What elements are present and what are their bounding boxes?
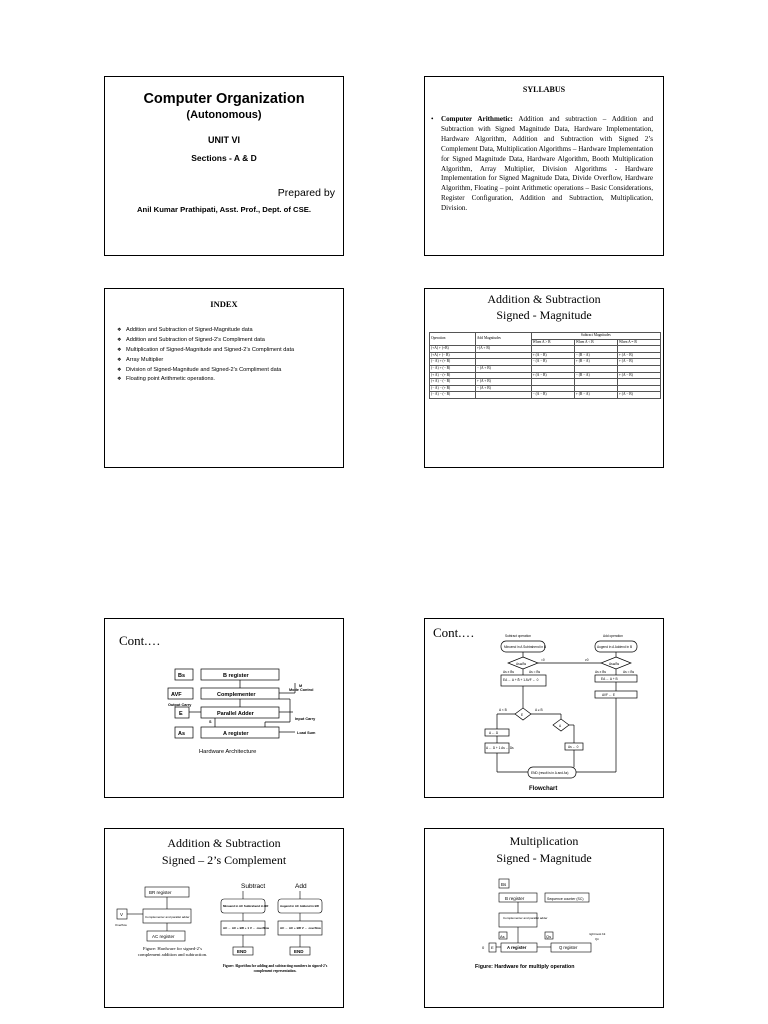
complementer-adder-label: Complementer and parallel adder: [145, 915, 190, 919]
ne-label: As ≠ Bs: [503, 670, 514, 674]
complement-step: A ← Ā: [489, 731, 499, 735]
syllabus-lead: Computer Arithmetic:: [441, 115, 513, 123]
as-label: As: [178, 731, 186, 737]
table-cell: [475, 352, 531, 359]
end-label: END (result is in A and As): [531, 771, 569, 775]
table-cell: +(A + B): [475, 346, 531, 353]
slide-title: Multiplication Signed - Magnitude: [496, 834, 592, 865]
a-register-label: A register: [507, 945, 527, 950]
index-item: ❖ Addition and Subtraction of Signed-2’s Compliment data: [117, 336, 265, 343]
table-cell: (− A) − (− B): [430, 392, 476, 399]
bs-label: Bs: [501, 882, 507, 887]
eq-label: As = Bs: [529, 670, 541, 674]
table-cell: − (B − A): [574, 372, 617, 379]
slide-title: Cont.…: [433, 625, 475, 640]
table-cell: (− A) − (+ B): [430, 385, 476, 392]
prepared-by: Prepared by: [277, 187, 335, 199]
table-row: [430, 385, 661, 392]
load-sum-label: Load Sum: [297, 731, 316, 735]
table-cell: [475, 359, 531, 366]
slide-index: [104, 288, 344, 468]
complementer-label: Complementer: [217, 692, 256, 698]
table-row: [430, 352, 661, 359]
sections-label: Sections - A & D: [191, 153, 257, 163]
b-register-label: B register: [505, 896, 525, 901]
table-cell: [574, 385, 617, 392]
xor-label: As⊕Bs: [609, 662, 620, 666]
augend-label: Augend in AC Addend in BR: [280, 904, 319, 908]
slide-syllabus: [424, 76, 664, 256]
author-line: Anil Kumar Prathipati, Asst. Prof., Dept. of CSE.: [137, 205, 311, 214]
flowchart-diagram: [425, 619, 664, 798]
augend-label: Augend in A Addend in B: [597, 645, 633, 649]
subtract-step: AC ← AC + BR + 1 V ← overflow: [223, 926, 269, 930]
v-label: V: [120, 912, 124, 917]
table-cell: [617, 385, 660, 392]
subtract-op-label: Subtract operation: [505, 634, 532, 638]
table-cell: [617, 379, 660, 386]
table-header-row: Operation Add Magnitudes Subtract Magnitudes: [430, 333, 661, 340]
hardware-diagram: [105, 619, 344, 798]
table-cell: + (B − A): [574, 392, 617, 399]
a-register-label: A register: [223, 731, 249, 737]
output-carry-label: Output Carry: [168, 703, 192, 707]
table-cell: + (A − B): [531, 372, 574, 379]
table-cell: − (A + B): [475, 385, 531, 392]
syllabus-body: Addition and subtraction – Addition and Subtraction with Signed Magnitude Data, Hardware Implementation, Hardware Algorithm, Addition and Subtraction with Signed 2’s Complement Data, Multiplication Algorithms – Hardware Implementation for Signed Magnitude Data, Hardware Algorithm, Booth Multiplication Algorithm, Array Multiplier, Division Algorithms - Hardware Implementation for Signed Magnitude Data, Divide Overflow, Hardware Algorithm, Floating – point Arithmetic operations – Basic Considerations, Register Configuration, Addition and Subtraction, Multiplication, Division.: [441, 115, 653, 213]
table-cell: (+ A) − (+ B): [430, 372, 476, 379]
parallel-adder-label: Parallel Adder: [217, 711, 254, 717]
end-label: END: [294, 949, 304, 954]
table-row: [430, 365, 661, 372]
subtract-step: EA ← A + B̄ + 1 AVF ← 0: [503, 678, 539, 682]
ac-register-label: AC register: [152, 934, 175, 939]
xor-label: As⊕Bs: [516, 662, 527, 666]
figure-caption: Figure: Hardware for multiply operation: [475, 964, 575, 970]
overflow-label: Overflow: [115, 923, 127, 927]
hardware-figure-caption: Figure: Hardware for signed-2’s complement addition and subtraction.: [137, 946, 208, 957]
table-row: [430, 379, 661, 386]
ne-label: As ≠ Bs: [595, 670, 606, 674]
table-cell: [475, 372, 531, 379]
add-step: AC ← AC + BR V ← overflow: [280, 926, 321, 930]
diamond-bullet-icon: ❖: [117, 376, 122, 383]
table-cell: [574, 379, 617, 386]
index-item: ❖ Array Multiplier: [117, 356, 164, 363]
rightmost-bit-label: rightmost bit: [589, 932, 606, 936]
e-label: E: [491, 945, 494, 950]
add-step: EA ← A + B: [601, 677, 618, 681]
course-subtitle: (Autonomous): [186, 109, 262, 121]
e-decision: E: [521, 713, 524, 717]
br-register-label: BR register: [149, 890, 172, 895]
as-zero-step: As ← 0: [568, 745, 579, 749]
table-cell: [531, 346, 574, 353]
table-cell: [574, 365, 617, 372]
table-cell: (+A) + (− B): [430, 352, 476, 359]
table-row: [430, 372, 661, 379]
table-cell: − (B − A): [574, 352, 617, 359]
table-cell: + (B − A): [574, 359, 617, 366]
diamond-bullet-icon: ❖: [117, 346, 122, 353]
avf-label: AVF: [171, 692, 182, 698]
diamond-bullet-icon: ❖: [117, 356, 122, 363]
avf-step: AVF ← E: [602, 693, 616, 697]
diamond-bullet-icon: ❖: [117, 327, 122, 333]
figure-caption: Flowchart: [529, 786, 558, 792]
increment-step: A ← Ā + 1 As ← Ās: [486, 746, 514, 750]
bullet: •: [431, 115, 434, 123]
a-decision: A: [559, 724, 562, 728]
course-title: Computer Organization: [143, 91, 305, 107]
minuend-label: Minuend in A Subtrahend in B: [504, 645, 546, 649]
s-label: S: [209, 720, 212, 724]
algorithm-figure-caption: Figure: Algorithm for adding and subtracting numbers in signed-2’s complement representation.: [222, 964, 328, 973]
lt-label: A < B: [499, 708, 507, 712]
qs-label: Qs: [546, 934, 552, 939]
table-header-row: When A > B When A < B When A = B: [430, 339, 661, 346]
index-list: [117, 327, 323, 386]
slide-add-sub-2s-complement: [104, 828, 344, 1008]
index-title: INDEX: [210, 299, 238, 309]
input-carry-label: Input Carry: [295, 717, 316, 721]
b-register-label: B register: [223, 673, 249, 679]
index-item: ❖ Multiplication of Signed-Magnitude and Signed-2’s Compliment data: [117, 346, 295, 353]
slide-multiplication: [424, 828, 664, 1008]
table-cell: + (A − B): [617, 392, 660, 399]
slide-add-sub-signed-magnitude: [424, 288, 664, 468]
slide-hardware-architecture: [104, 618, 344, 798]
table-cell: + (A + B): [475, 379, 531, 386]
table-row: [430, 359, 661, 366]
slide-flowchart: [424, 618, 664, 798]
syllabus-text: [431, 115, 653, 214]
table-cell: [531, 385, 574, 392]
table-cell: + (A − B): [617, 352, 660, 359]
add-op-label: Add operation: [603, 634, 623, 638]
m-label: M: [299, 684, 303, 688]
table-row: [430, 346, 661, 353]
diamond-bullet-icon: ❖: [117, 366, 122, 373]
twos-complement-diagram: [105, 829, 344, 1008]
qn-label: Qn: [595, 937, 600, 941]
table-cell: (+ A) − (− B): [430, 379, 476, 386]
zero-label: 0: [482, 945, 485, 950]
table-cell: [574, 346, 617, 353]
table-row: [430, 392, 661, 399]
unit-label: UNIT VI: [207, 135, 240, 145]
neq-label: ≠0: [585, 658, 589, 662]
index-item: ❖ Addition and Subtraction of Signed-Magnitude data: [117, 327, 253, 333]
multiply-hardware-diagram: [425, 829, 664, 1008]
table-cell: [617, 346, 660, 353]
table-cell: (+A) + (+B): [430, 346, 476, 353]
mode-control-label: Mode Control: [289, 688, 314, 692]
table-cell: + (A − B): [531, 352, 574, 359]
table-cell: [475, 392, 531, 399]
bs-label: Bs: [178, 673, 186, 679]
slide-title: Addition & Subtraction Signed - Magnitude: [487, 292, 601, 322]
table-cell: − (A + B): [475, 365, 531, 372]
operations-table: [429, 332, 661, 399]
slide-title: Cont.…: [119, 633, 161, 648]
e-label: E: [179, 711, 183, 717]
table-cell: [531, 379, 574, 386]
ge-label: A ≥ B: [535, 708, 543, 712]
table-cell: + (A − B): [617, 372, 660, 379]
index-item: ❖ Floating point Arithmetic operations.: [117, 376, 215, 383]
diamond-bullet-icon: ❖: [117, 336, 122, 343]
table-cell: (− A) + (+ B): [430, 359, 476, 366]
table-cell: [531, 365, 574, 372]
eq-label: =0: [541, 658, 545, 662]
sequence-counter-label: Sequence counter (SC): [547, 897, 584, 901]
as-label: As: [500, 934, 505, 939]
subtract-label: Subtract: [241, 883, 266, 890]
complementer-label: Complementer and parallel adder: [503, 916, 548, 920]
add-label: Add: [295, 883, 307, 890]
eq-label: As = Bs: [623, 670, 635, 674]
slide-title: [104, 76, 344, 256]
minuend-label: Minuend in AC Subtrahend in BR: [223, 904, 269, 908]
end-label: END: [237, 949, 247, 954]
table-cell: − (A − B): [531, 392, 574, 399]
q-register-label: Q register: [559, 945, 578, 950]
table-cell: − (A − B): [531, 359, 574, 366]
table-cell: + (A − B): [617, 359, 660, 366]
slide-title: Addition & Subtraction Signed – 2’s Complement: [161, 836, 287, 867]
table-cell: (− A) + (− B): [430, 365, 476, 372]
figure-caption: Hardware Architecture: [199, 749, 257, 755]
index-item: ❖ Division of Signed-Magnitude and Signed-2’s Compliment data: [117, 366, 282, 373]
table-cell: [617, 365, 660, 372]
syllabus-title: SYLLABUS: [522, 85, 566, 94]
